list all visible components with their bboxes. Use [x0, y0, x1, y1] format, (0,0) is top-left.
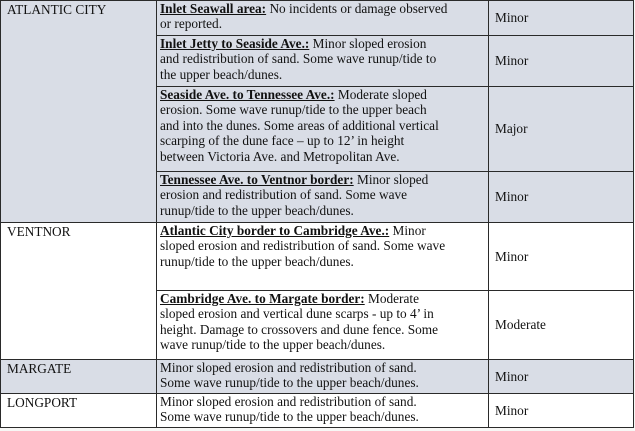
description-cell: Atlantic City border to Cambridge Ave.: Minor sloped erosion and redistribution of sand. Some wave runup/tide to the upper beach/dunes. — [157, 223, 489, 291]
location-label: Inlet Seawall area: — [160, 1, 267, 16]
location-label: Cambridge Ave. to Margate border: — [160, 291, 365, 306]
municipality-cell: MARGATE — [1, 360, 157, 394]
table-row — [1, 360, 634, 394]
impact-cell: Minor — [489, 394, 634, 428]
location-label: Inlet Jetty to Seaside Ave.: — [160, 36, 310, 51]
municipality-cell: LONGPORT — [1, 394, 157, 428]
table-row — [1, 1, 634, 36]
table-row — [1, 223, 634, 291]
impact-cell: Moderate — [489, 291, 634, 360]
description-cell: Inlet Seawall area: No incidents or damage observed or reported. — [157, 1, 489, 36]
description-cell: Inlet Jetty to Seaside Ave.: Minor sloped erosion and redistribution of sand. Some wave runup/tide to the upper beach/dunes. — [157, 36, 489, 87]
impact-cell: Minor — [489, 172, 634, 223]
location-label: Seaside Ave. to Tennessee Ave.: — [160, 87, 335, 102]
location-label: Tennessee Ave. to Ventnor border: — [160, 172, 354, 187]
table-row — [1, 394, 634, 428]
impact-cell: Minor — [489, 36, 634, 87]
description-cell: Minor sloped erosion and redistribution of sand. Some wave runup/tide to the upper beach/dunes. — [157, 394, 489, 428]
municipality-cell: ATLANTIC CITY — [1, 1, 157, 223]
location-label: Atlantic City border to Cambridge Ave.: — [160, 223, 390, 238]
impact-cell: Minor — [489, 1, 634, 36]
municipality-cell: VENTNOR — [1, 223, 157, 360]
description-cell: Tennessee Ave. to Ventnor border: Minor sloped erosion and redistribution of sand. Some wave runup/tide to the upper beach/dunes. — [157, 172, 489, 223]
impact-cell: Minor — [489, 360, 634, 394]
description-cell: Seaside Ave. to Tennessee Ave.: Moderate sloped erosion. Some wave runup/tide to the upper beach and into the dunes. Some areas of additional vertical scarping of the dune face – up to 12’ in height between Victoria Ave. and Metropolitan Ave. — [157, 87, 489, 172]
description-cell: Cambridge Ave. to Margate border: Moderate sloped erosion and vertical dune scarps - up to 4’ in height. Damage to crossovers and dune fence. Some wave runup/tide to the upper beach/dunes. — [157, 291, 489, 360]
impact-cell: Minor — [489, 223, 634, 291]
description-cell: Minor sloped erosion and redistribution of sand. Some wave runup/tide to the upper beach/dunes. — [157, 360, 489, 394]
impact-cell: Major — [489, 87, 634, 172]
